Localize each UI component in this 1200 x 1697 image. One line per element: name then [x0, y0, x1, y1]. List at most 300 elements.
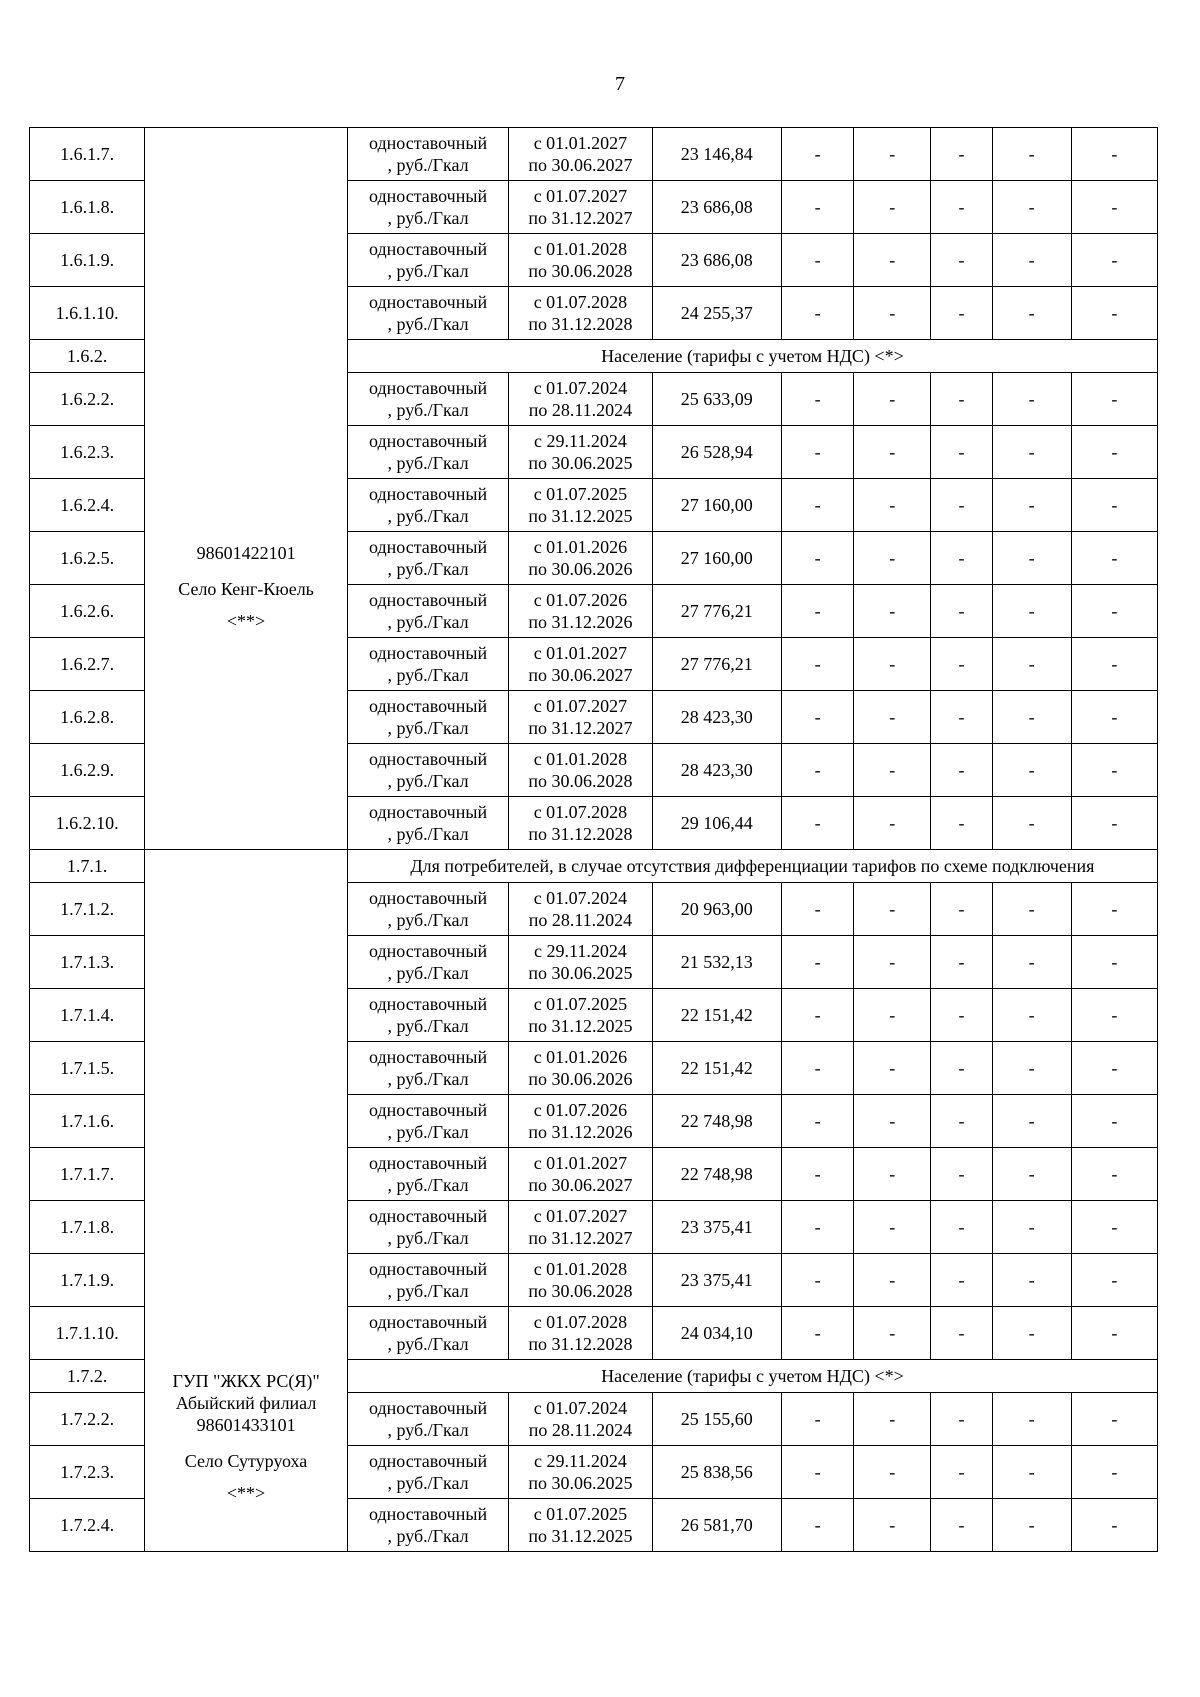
period-end: по 28.11.2024 — [528, 910, 633, 930]
period-end: по 31.12.2026 — [528, 1122, 633, 1142]
tariff-value-cell: 23 375,41 — [652, 1201, 781, 1254]
period-start: с 01.07.2026 — [533, 590, 628, 610]
tariff-value-cell: 22 151,42 — [652, 1042, 781, 1095]
section-heading-cell: Население (тарифы с учетом НДС) <*> — [347, 1360, 1157, 1393]
period-end: по 30.06.2028 — [528, 1281, 633, 1301]
tariff-unit: , руб./Гкал — [387, 612, 469, 632]
tariff-type-cell — [347, 989, 508, 1042]
empty-value-cell: - — [1071, 479, 1157, 532]
empty-value-cell: - — [931, 234, 992, 287]
period-end: по 28.11.2024 — [528, 1420, 633, 1440]
period-start: с 01.07.2024 — [533, 1398, 628, 1418]
empty-value-cell: - — [781, 1307, 853, 1360]
tariff-type: одноставочный — [368, 292, 488, 312]
period-start: с 01.07.2028 — [533, 1312, 628, 1332]
tariff-type-cell — [347, 1446, 508, 1499]
empty-value-cell: - — [854, 287, 931, 340]
tariff-unit: , руб./Гкал — [387, 1069, 469, 1089]
tariff-value-cell: 23 146,84 — [652, 128, 781, 181]
period-cell — [509, 1042, 652, 1095]
empty-value-cell: - — [992, 1042, 1071, 1095]
empty-value-cell: - — [992, 1254, 1071, 1307]
row-number-cell: 1.6.2.10. — [30, 797, 145, 850]
empty-value-cell: - — [781, 797, 853, 850]
period-start: с 01.07.2027 — [533, 696, 628, 716]
empty-value-cell: - — [781, 426, 853, 479]
empty-value-cell: - — [931, 1307, 992, 1360]
period-end: по 30.06.2027 — [528, 155, 633, 175]
empty-value-cell: - — [1071, 585, 1157, 638]
organization-info — [145, 345, 347, 632]
tariff-unit: , руб./Гкал — [387, 1175, 469, 1195]
tariff-value-cell: 23 686,08 — [652, 234, 781, 287]
period-cell — [509, 532, 652, 585]
empty-value-cell: - — [992, 532, 1071, 585]
empty-value-cell: - — [781, 638, 853, 691]
empty-value-cell: - — [931, 936, 992, 989]
empty-value-cell: - — [931, 532, 992, 585]
empty-value-cell: - — [992, 1201, 1071, 1254]
row-number-cell: 1.6.2.4. — [30, 479, 145, 532]
empty-value-cell: - — [1071, 638, 1157, 691]
row-number-cell: 1.7.2. — [30, 1360, 145, 1393]
tariff-type: одноставочный — [368, 1153, 488, 1173]
period-end: по 31.12.2028 — [528, 1334, 633, 1354]
empty-value-cell: - — [854, 532, 931, 585]
empty-value-cell: - — [781, 1446, 853, 1499]
tariff-type-cell — [347, 883, 508, 936]
row-number-cell: 1.6.2.6. — [30, 585, 145, 638]
tariff-type-cell — [347, 1393, 508, 1446]
empty-value-cell: - — [931, 1254, 992, 1307]
empty-value-cell: - — [781, 234, 853, 287]
period-start: с 01.07.2025 — [533, 1504, 628, 1524]
tariff-unit: , руб./Гкал — [387, 910, 469, 930]
period-cell — [509, 691, 652, 744]
period-cell — [509, 426, 652, 479]
tariff-unit: , руб./Гкал — [387, 1334, 469, 1354]
tariff-type: одноставочный — [368, 1504, 488, 1524]
period-end: по 30.06.2028 — [528, 261, 633, 281]
row-number-cell: 1.6.2.2. — [30, 373, 145, 426]
period-cell — [509, 936, 652, 989]
empty-value-cell: - — [931, 1393, 992, 1446]
empty-value-cell: - — [931, 797, 992, 850]
empty-value-cell: - — [1071, 1201, 1157, 1254]
tariff-type: одноставочный — [368, 1100, 488, 1120]
period-end: по 30.06.2026 — [528, 1069, 633, 1089]
empty-value-cell: - — [854, 234, 931, 287]
tariff-value-cell: 25 633,09 — [652, 373, 781, 426]
empty-value-cell: - — [931, 1499, 992, 1552]
tariff-type: одноставочный — [368, 239, 488, 259]
empty-value-cell: - — [931, 1042, 992, 1095]
empty-value-cell: - — [992, 1499, 1071, 1552]
empty-value-cell: - — [931, 1201, 992, 1254]
empty-value-cell: - — [1071, 1499, 1157, 1552]
empty-value-cell: - — [1071, 373, 1157, 426]
period-cell — [509, 1095, 652, 1148]
period-end: по 31.12.2025 — [528, 1016, 633, 1036]
empty-value-cell: - — [992, 744, 1071, 797]
period-cell — [509, 1307, 652, 1360]
tariff-unit: , руб./Гкал — [387, 963, 469, 983]
empty-value-cell: - — [781, 532, 853, 585]
empty-value-cell: - — [854, 936, 931, 989]
empty-value-cell: - — [781, 691, 853, 744]
period-cell — [509, 1499, 652, 1552]
period-end: по 31.12.2025 — [528, 506, 633, 526]
tariff-value-cell: 26 581,70 — [652, 1499, 781, 1552]
tariff-unit: , руб./Гкал — [387, 506, 469, 526]
tariff-value-cell: 21 532,13 — [652, 936, 781, 989]
tariff-unit: , руб./Гкал — [387, 1228, 469, 1248]
tariff-type: одноставочный — [368, 484, 488, 504]
tariff-type-cell — [347, 426, 508, 479]
tariff-unit: , руб./Гкал — [387, 1016, 469, 1036]
empty-value-cell: - — [992, 479, 1071, 532]
footnote-mark: <**> — [226, 611, 266, 631]
row-number-cell: 1.7.1. — [30, 850, 145, 883]
period-start: с 01.01.2028 — [533, 239, 628, 259]
period-start: с 01.07.2026 — [533, 1100, 628, 1120]
tariff-type: одноставочный — [368, 888, 488, 908]
period-cell — [509, 989, 652, 1042]
row-number-cell: 1.7.2.4. — [30, 1499, 145, 1552]
tariff-type-cell — [347, 234, 508, 287]
row-number-cell: 1.7.1.5. — [30, 1042, 145, 1095]
organization-name-line: Абыйский филиал — [175, 1392, 317, 1413]
tariff-type: одноставочный — [368, 941, 488, 961]
empty-value-cell: - — [931, 1446, 992, 1499]
row-number-cell: 1.6.2.7. — [30, 638, 145, 691]
tariff-unit: , руб./Гкал — [387, 208, 469, 228]
empty-value-cell: - — [1071, 989, 1157, 1042]
period-start: с 01.07.2028 — [533, 292, 628, 312]
tariff-type-cell — [347, 1254, 508, 1307]
empty-value-cell: - — [1071, 287, 1157, 340]
period-start: с 01.07.2027 — [533, 1206, 628, 1226]
period-start: с 01.01.2026 — [533, 537, 628, 557]
period-cell — [509, 1446, 652, 1499]
empty-value-cell: - — [992, 1393, 1071, 1446]
empty-value-cell: - — [854, 479, 931, 532]
empty-value-cell: - — [781, 128, 853, 181]
organization-cell — [145, 850, 348, 1552]
tariff-value-cell: 27 160,00 — [652, 532, 781, 585]
tariff-type: одноставочный — [368, 994, 488, 1014]
empty-value-cell: - — [781, 1201, 853, 1254]
row-number-cell: 1.7.1.4. — [30, 989, 145, 1042]
period-start: с 01.01.2028 — [533, 749, 628, 769]
empty-value-cell: - — [992, 691, 1071, 744]
tariff-value-cell: 22 151,42 — [652, 989, 781, 1042]
table-row — [30, 128, 1158, 181]
tariff-unit: , руб./Гкал — [387, 155, 469, 175]
empty-value-cell: - — [931, 128, 992, 181]
tariff-unit: , руб./Гкал — [387, 1420, 469, 1440]
empty-value-cell: - — [854, 373, 931, 426]
tariff-unit: , руб./Гкал — [387, 718, 469, 738]
empty-value-cell: - — [1071, 1446, 1157, 1499]
empty-value-cell: - — [1071, 883, 1157, 936]
tariff-table — [29, 127, 1158, 1552]
empty-value-cell: - — [781, 1148, 853, 1201]
organization-cell — [145, 128, 348, 850]
period-cell — [509, 797, 652, 850]
tariff-unit: , руб./Гкал — [387, 559, 469, 579]
tariff-type-cell — [347, 287, 508, 340]
empty-value-cell: - — [1071, 1307, 1157, 1360]
period-end: по 30.06.2025 — [528, 963, 633, 983]
oktmo-code: 98601422101 — [196, 543, 296, 563]
tariff-value-cell: 27 776,21 — [652, 585, 781, 638]
period-start: с 01.01.2026 — [533, 1047, 628, 1067]
empty-value-cell: - — [992, 638, 1071, 691]
tariff-type: одноставочный — [368, 133, 488, 153]
empty-value-cell: - — [931, 744, 992, 797]
empty-value-cell: - — [931, 287, 992, 340]
empty-value-cell: - — [931, 989, 992, 1042]
empty-value-cell: - — [1071, 234, 1157, 287]
tariff-unit: , руб./Гкал — [387, 824, 469, 844]
tariff-type-cell — [347, 1201, 508, 1254]
period-start: с 29.11.2024 — [534, 431, 627, 451]
empty-value-cell: - — [854, 797, 931, 850]
empty-value-cell: - — [781, 744, 853, 797]
empty-value-cell: - — [931, 883, 992, 936]
empty-value-cell: - — [1071, 1393, 1157, 1446]
empty-value-cell: - — [781, 1499, 853, 1552]
period-start: с 01.07.2024 — [533, 888, 628, 908]
period-end: по 30.06.2026 — [528, 559, 633, 579]
empty-value-cell: - — [992, 234, 1071, 287]
tariff-value-cell: 28 423,30 — [652, 744, 781, 797]
tariff-type-cell — [347, 479, 508, 532]
period-start: с 29.11.2024 — [534, 1451, 627, 1471]
empty-value-cell: - — [854, 638, 931, 691]
tariff-value-cell: 23 686,08 — [652, 181, 781, 234]
period-cell — [509, 638, 652, 691]
empty-value-cell: - — [1071, 1095, 1157, 1148]
tariff-type-cell — [347, 1042, 508, 1095]
tariff-type: одноставочный — [368, 537, 488, 557]
row-number-cell: 1.7.1.9. — [30, 1254, 145, 1307]
empty-value-cell: - — [1071, 532, 1157, 585]
tariff-unit: , руб./Гкал — [387, 771, 469, 791]
tariff-value-cell: 20 963,00 — [652, 883, 781, 936]
section-heading-cell: Для потребителей, в случае отсутствия дифференциации тарифов по схеме подключения — [347, 850, 1157, 883]
tariff-unit: , руб./Гкал — [387, 314, 469, 334]
tariff-unit: , руб./Гкал — [387, 1526, 469, 1546]
period-end: по 30.06.2025 — [528, 1473, 633, 1493]
period-cell — [509, 373, 652, 426]
row-number-cell: 1.6.2.8. — [30, 691, 145, 744]
empty-value-cell: - — [992, 373, 1071, 426]
tariff-type: одноставочный — [368, 1398, 488, 1418]
period-end: по 31.12.2027 — [528, 718, 633, 738]
empty-value-cell: - — [992, 936, 1071, 989]
empty-value-cell: - — [992, 287, 1071, 340]
empty-value-cell: - — [992, 1095, 1071, 1148]
empty-value-cell: - — [854, 128, 931, 181]
empty-value-cell: - — [781, 1042, 853, 1095]
tariff-type: одноставочный — [368, 1047, 488, 1067]
empty-value-cell: - — [781, 883, 853, 936]
tariff-type: одноставочный — [368, 590, 488, 610]
period-start: с 01.01.2027 — [533, 133, 628, 153]
empty-value-cell: - — [854, 1307, 931, 1360]
row-number-cell: 1.6.1.9. — [30, 234, 145, 287]
empty-value-cell: - — [781, 1254, 853, 1307]
tariff-type-cell — [347, 181, 508, 234]
period-cell — [509, 181, 652, 234]
row-number-cell: 1.7.1.7. — [30, 1148, 145, 1201]
empty-value-cell: - — [992, 1446, 1071, 1499]
tariff-type-cell — [347, 744, 508, 797]
empty-value-cell: - — [992, 989, 1071, 1042]
empty-value-cell: - — [931, 1095, 992, 1148]
row-number-cell: 1.7.2.2. — [30, 1393, 145, 1446]
organization-info — [145, 898, 347, 1504]
empty-value-cell: - — [931, 181, 992, 234]
row-number-cell: 1.7.1.8. — [30, 1201, 145, 1254]
tariff-type: одноставочный — [368, 802, 488, 822]
empty-value-cell: - — [992, 426, 1071, 479]
tariff-value-cell: 24 255,37 — [652, 287, 781, 340]
section-heading-cell: Население (тарифы с учетом НДС) <*> — [347, 340, 1157, 373]
empty-value-cell: - — [781, 287, 853, 340]
tariff-value-cell: 24 034,10 — [652, 1307, 781, 1360]
tariff-value-cell: 27 160,00 — [652, 479, 781, 532]
oktmo-code: 98601433101 — [196, 1414, 296, 1435]
organization-name-line: ГУП "ЖКХ РС(Я)" — [172, 1370, 320, 1391]
tariff-table-body — [30, 128, 1158, 1552]
tariff-type-cell — [347, 532, 508, 585]
period-cell — [509, 1148, 652, 1201]
empty-value-cell: - — [854, 1148, 931, 1201]
row-number-cell: 1.7.1.10. — [30, 1307, 145, 1360]
empty-value-cell: - — [992, 797, 1071, 850]
tariff-type-cell — [347, 128, 508, 181]
empty-value-cell: - — [781, 585, 853, 638]
settlement-name: Село Кенг-Кюель — [178, 579, 314, 599]
tariff-type: одноставочный — [368, 1312, 488, 1332]
row-number-cell: 1.6.1.10. — [30, 287, 145, 340]
empty-value-cell: - — [854, 1393, 931, 1446]
empty-value-cell: - — [992, 128, 1071, 181]
empty-value-cell: - — [992, 883, 1071, 936]
row-number-cell: 1.7.1.3. — [30, 936, 145, 989]
row-number-cell: 1.6.1.8. — [30, 181, 145, 234]
empty-value-cell: - — [854, 744, 931, 797]
empty-value-cell: - — [854, 1042, 931, 1095]
period-cell — [509, 1254, 652, 1307]
period-end: по 30.06.2025 — [528, 453, 633, 473]
tariff-value-cell: 25 155,60 — [652, 1393, 781, 1446]
empty-value-cell: - — [992, 181, 1071, 234]
empty-value-cell: - — [854, 691, 931, 744]
section-row — [30, 850, 1158, 883]
empty-value-cell: - — [854, 181, 931, 234]
period-start: с 01.07.2025 — [533, 994, 628, 1014]
tariff-type-cell — [347, 1499, 508, 1552]
tariff-type-cell — [347, 691, 508, 744]
period-start: с 01.07.2024 — [533, 378, 628, 398]
period-cell — [509, 1393, 652, 1446]
empty-value-cell: - — [854, 1201, 931, 1254]
period-end: по 30.06.2027 — [528, 665, 633, 685]
empty-value-cell: - — [1071, 1148, 1157, 1201]
row-number-cell: 1.6.2.9. — [30, 744, 145, 797]
empty-value-cell: - — [931, 638, 992, 691]
page-number: 7 — [615, 73, 625, 95]
tariff-unit: , руб./Гкал — [387, 1122, 469, 1142]
tariff-type: одноставочный — [368, 431, 488, 451]
empty-value-cell: - — [931, 373, 992, 426]
empty-value-cell: - — [1071, 744, 1157, 797]
period-cell — [509, 234, 652, 287]
tariff-value-cell: 26 528,94 — [652, 426, 781, 479]
tariff-value-cell: 22 748,98 — [652, 1148, 781, 1201]
tariff-type-cell — [347, 585, 508, 638]
empty-value-cell: - — [992, 1307, 1071, 1360]
row-number-cell: 1.7.2.3. — [30, 1446, 145, 1499]
row-number-cell: 1.6.2.5. — [30, 532, 145, 585]
tariff-type: одноставочный — [368, 378, 488, 398]
empty-value-cell: - — [781, 936, 853, 989]
period-end: по 31.12.2028 — [528, 314, 633, 334]
empty-value-cell: - — [1071, 181, 1157, 234]
period-start: с 01.01.2027 — [533, 643, 628, 663]
period-cell — [509, 585, 652, 638]
empty-value-cell: - — [1071, 691, 1157, 744]
tariff-type: одноставочный — [368, 1259, 488, 1279]
tariff-unit: , руб./Гкал — [387, 400, 469, 420]
tariff-value-cell: 29 106,44 — [652, 797, 781, 850]
period-start: с 01.07.2028 — [533, 802, 628, 822]
tariff-type-cell — [347, 936, 508, 989]
period-start: с 01.01.2028 — [533, 1259, 628, 1279]
tariff-type-cell — [347, 373, 508, 426]
period-cell — [509, 128, 652, 181]
tariff-value-cell: 25 838,56 — [652, 1446, 781, 1499]
empty-value-cell: - — [781, 1393, 853, 1446]
empty-value-cell: - — [781, 989, 853, 1042]
period-end: по 28.11.2024 — [528, 400, 633, 420]
empty-value-cell: - — [1071, 1254, 1157, 1307]
empty-value-cell: - — [931, 479, 992, 532]
settlement-name: Село Сутуруоха — [184, 1450, 308, 1471]
period-end: по 31.12.2026 — [528, 612, 633, 632]
empty-value-cell: - — [992, 1148, 1071, 1201]
period-end: по 30.06.2027 — [528, 1175, 633, 1195]
empty-value-cell: - — [1071, 128, 1157, 181]
empty-value-cell: - — [781, 1095, 853, 1148]
row-number-cell: 1.7.1.6. — [30, 1095, 145, 1148]
tariff-unit: , руб./Гкал — [387, 665, 469, 685]
row-number-cell: 1.6.1.7. — [30, 128, 145, 181]
empty-value-cell: - — [992, 585, 1071, 638]
period-end: по 30.06.2028 — [528, 771, 633, 791]
period-start: с 01.07.2027 — [533, 186, 628, 206]
period-end: по 31.12.2027 — [528, 1228, 633, 1248]
tariff-type: одноставочный — [368, 1206, 488, 1226]
row-number-cell: 1.6.2. — [30, 340, 145, 373]
period-start: с 29.11.2024 — [534, 941, 627, 961]
empty-value-cell: - — [781, 479, 853, 532]
empty-value-cell: - — [1071, 1042, 1157, 1095]
